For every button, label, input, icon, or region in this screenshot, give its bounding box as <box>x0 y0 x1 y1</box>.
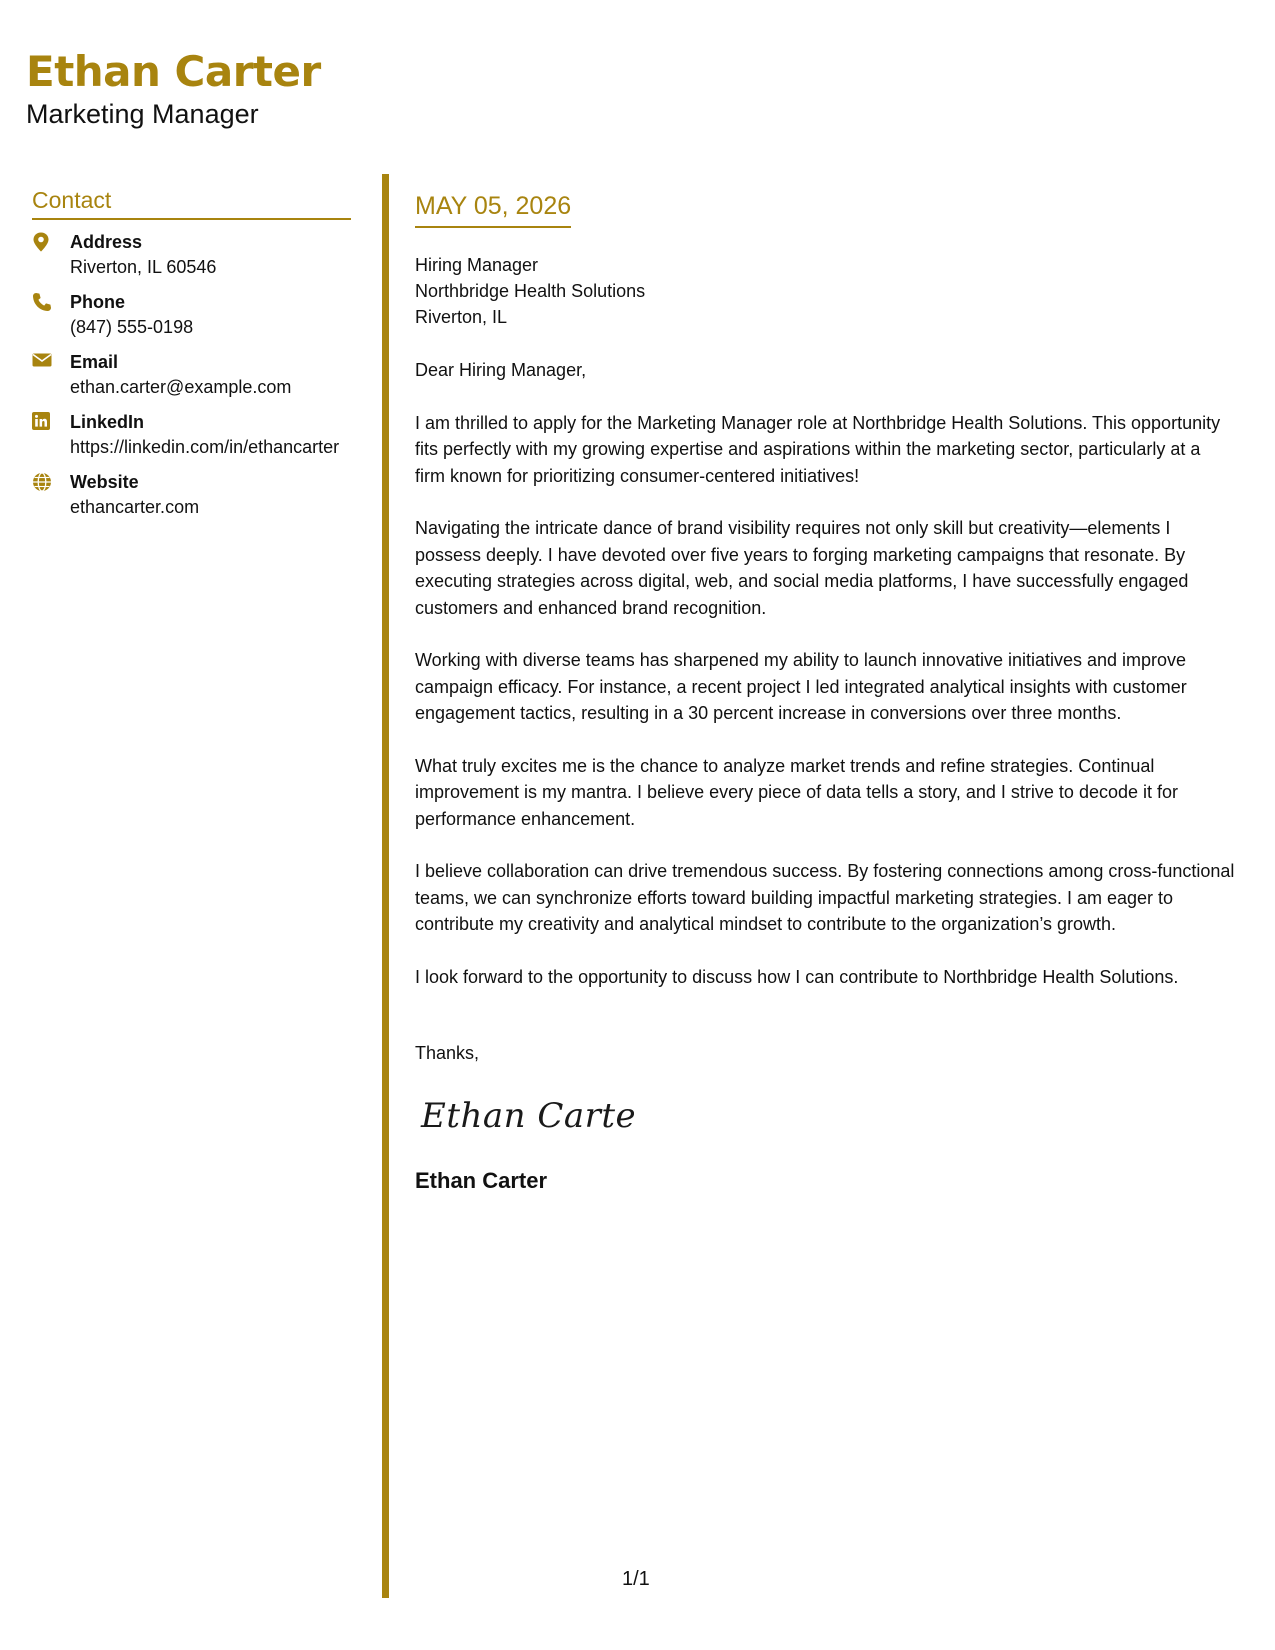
contact-label: Phone <box>70 292 126 312</box>
body-paragraph: Working with diverse teams has sharpened my ability to launch innovative initiatives and improve campaign efficacy. For instance, a recent project I led integrated analytical insights with customer engagement tactics, resulting in a 30 percent increase in conversions over three months. <box>415 650 1187 723</box>
recipient-location: Riverton, IL <box>415 307 508 327</box>
envelope-icon <box>32 350 70 368</box>
recipient-title: Hiring Manager <box>415 255 539 275</box>
letter-date: MAY 05, 2026 <box>415 190 571 228</box>
applicant-name: Ethan Carter <box>26 47 321 96</box>
handwritten-signature <box>419 1089 1235 1147</box>
contact-value: (847) 555-0198 <box>70 317 194 337</box>
page-number: 1/1 <box>622 1568 650 1590</box>
applicant-role: Marketing Manager <box>26 99 259 129</box>
greeting: Dear Hiring Manager, <box>415 360 587 380</box>
contact-label: Email <box>70 352 119 372</box>
contact-item-website <box>32 470 351 520</box>
body-paragraph: I believe collaboration can drive tremendous success. By fostering connections among cross-functional teams, we can synchronize efforts toward building impactful marketing strategies. I am eager to contribute my creativity and analytical mindset to contribute to the organization’s growth. <box>415 861 1235 934</box>
contact-item-phone <box>32 290 351 340</box>
closing: Thanks, <box>415 1043 480 1063</box>
contact-item-email <box>32 350 351 400</box>
contact-label: Address <box>70 232 143 252</box>
contact-item-address <box>32 230 351 280</box>
contact-label: LinkedIn <box>70 412 145 432</box>
contact-item-linkedin <box>32 410 351 460</box>
body-paragraph: What truly excites me is the chance to analyze market trends and refine strategies. Continual improvement is my mantra. I believe every piece of data tells a story, and I strive to decode it for performance enhancement. <box>415 755 1179 829</box>
recipient-company: Northbridge Health Solutions <box>415 281 646 301</box>
letter-body <box>415 190 1235 1195</box>
contact-value: ethan.carter@example.com <box>70 377 292 397</box>
contact-heading: Contact <box>32 186 351 220</box>
contact-label: Website <box>70 472 139 492</box>
recipient-block <box>415 252 1235 330</box>
contact-value: Riverton, IL 60546 <box>70 257 217 277</box>
globe-icon <box>32 470 70 492</box>
contact-value: https://linkedin.com/in/ethancarter <box>70 437 340 457</box>
signed-name: Ethan Carter <box>415 1168 548 1193</box>
contact-value: ethancarter.com <box>70 497 200 517</box>
location-pin-icon <box>32 230 70 252</box>
contact-sidebar <box>32 186 351 530</box>
letter-header <box>26 46 321 130</box>
body-paragraph: I look forward to the opportunity to discuss how I can contribute to Northbridge Health Solutions. <box>415 966 1179 987</box>
linkedin-icon <box>32 410 70 430</box>
body-paragraph: I am thrilled to apply for the Marketing Manager role at Northbridge Health Solutions. This opportunity fits perfectly with my growing expertise and aspirations within the marketing sector, particularly at a firm known for prioritizing consumer-centered initiatives! <box>415 412 1221 486</box>
body-paragraph: Navigating the intricate dance of brand visibility requires not only skill but creativity—elements I possess deeply. I have devoted over five years to forging marketing campaigns that resonate. By executing strategies across digital, web, and social media platforms, I have successfully engaged customers and enhanced brand recognition. <box>415 518 1189 618</box>
phone-icon <box>32 290 70 312</box>
vertical-divider <box>382 174 389 1598</box>
svg-text:Ethan Carter: Ethan Carter <box>421 1095 634 1136</box>
contact-list <box>32 230 351 520</box>
